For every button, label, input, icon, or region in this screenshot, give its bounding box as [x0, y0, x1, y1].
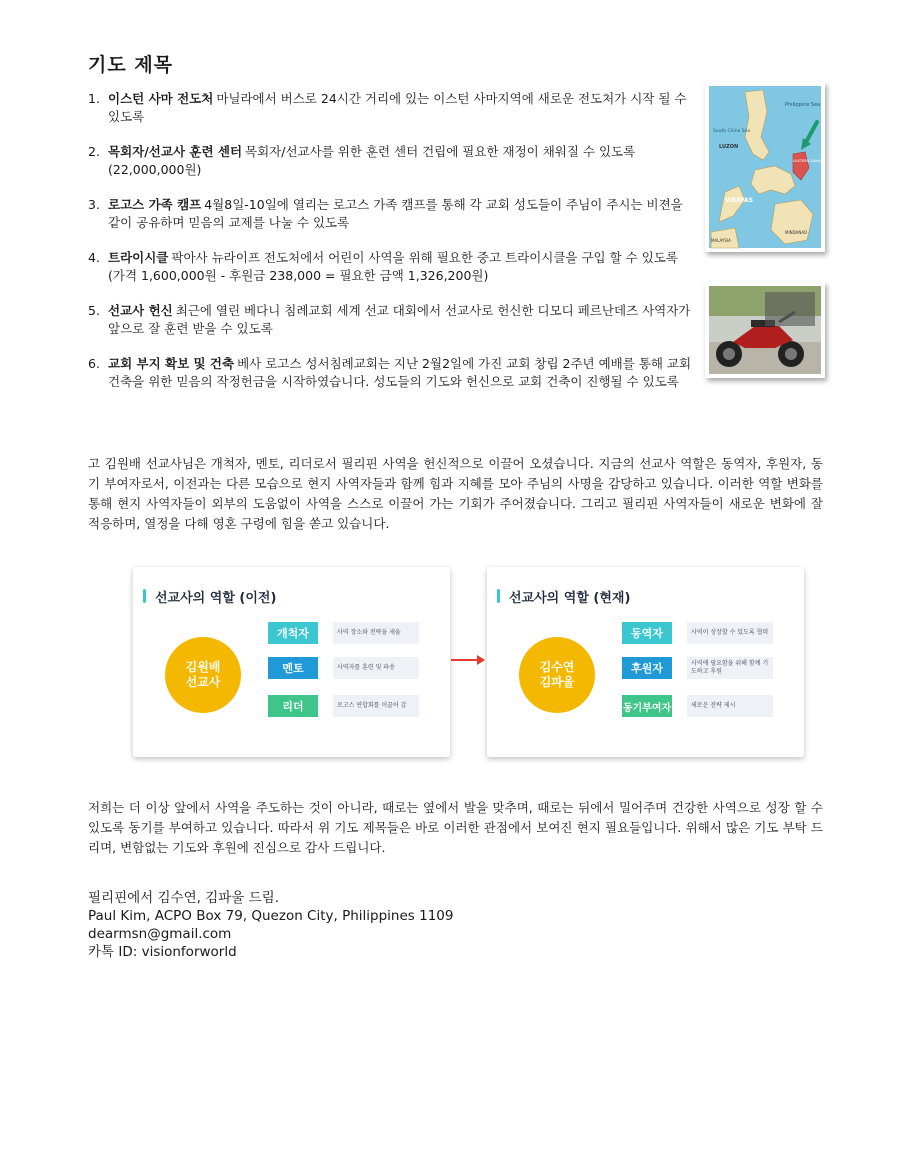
motorcycle-photo: [705, 282, 825, 378]
role-panel-after: [487, 567, 804, 757]
map-label-mindanao: MINDANAO: [785, 230, 808, 235]
map-label-luzon: LUZON: [719, 144, 739, 150]
role-desc-motivator: 새로운 전략 제시: [687, 695, 773, 717]
prayer-number: 6.: [88, 356, 100, 371]
prayer-text: 4월8일-10일에 열리는 로고스 가족 캠프를 통해 각 교회 성도들이 주님이 주시는 비젼을 같이 공유하며 믿음의 교제를 나눌 수 있도록: [108, 197, 683, 230]
panel-accent-bar: [143, 589, 146, 603]
signature-block: [88, 889, 453, 961]
map-label-visayas: VISAYAS: [725, 197, 754, 204]
prayer-item-3: [88, 196, 698, 232]
prayer-item-6: [88, 355, 698, 391]
closing-paragraph: 저희는 더 이상 앞에서 사역을 주도하는 것이 아니라, 때로는 옆에서 발을 맞추며, 때로는 뒤에서 밀어주며 건강한 사역으로 성장 할 수 있도록 동기를 부여하고 있습니다. 따라서 위 기도 제목들은 바로 이러한 관점에서 보여진 현지 필요들입니다. 위해서 많은 기도 부탁 드리며, 변함없는 기도와 후원에 진심으로 감사 드립니다.: [88, 800, 823, 855]
prayer-number: 2.: [88, 144, 100, 159]
transition-arrow: [451, 659, 479, 661]
prayer-number: 1.: [88, 91, 100, 106]
prayer-item-2: [88, 143, 698, 179]
role-label-leader: 리더: [268, 695, 318, 717]
map-label-sea2: South China Sea: [713, 129, 751, 134]
circle-label-before: 김원배 선교사: [185, 660, 221, 689]
prayer-list: [88, 90, 698, 408]
role-label-coworker: 동역자: [622, 622, 672, 644]
prayer-heading: 트라이시클: [108, 250, 169, 265]
role-desc-pioneer: 사역 장소와 전략을 세움: [333, 622, 419, 644]
map-label-sea1: Philippine Sea: [785, 102, 821, 108]
role-diagram: [133, 567, 803, 762]
circle-label-after: 김수연 김파울: [539, 660, 575, 689]
map-label-samar: EASTERN SAMAR: [793, 159, 823, 163]
prayer-number: 3.: [88, 197, 100, 212]
prayer-text: 베사 로고스 성서침례교회는 지난 2월2일에 가진 교회 창립 2주년 예배를 통해 교회 건축을 위한 믿음의 작정헌금을 시작하였습니다. 성도들의 기도와 헌신으로 교회 건축이 진행될 수 있도록: [108, 356, 692, 389]
intro-paragraph: 고 김원배 선교사님은 개척자, 멘토, 리더로서 필리핀 사역을 헌신적으로 이끌어 오셨습니다. 지금의 선교사 역할은 동역자, 후원자, 동기 부여자로서, 이전과는 다른 모습으로 현지 사역자들과 함께 힘과 지혜를 모아 주님의 사명을 감당하고 있습니다. 이러한 역할 변화를 통해 현지 사역자들이 외부의 도움없이 사역을 스스로 이끌어 가는 기회가 주어졌습니다. 그리고 필리핀 사역자들이 새로운 변화에 잘 적응하며, 열정을 다해 영혼 구령에 힘을 쏟고 있습니다.: [88, 456, 823, 531]
role-desc-mentor: 사역자를 훈련 및 파송: [333, 657, 419, 679]
prayer-number: 5.: [88, 303, 100, 318]
role-label-supporter: 후원자: [622, 657, 672, 679]
map-label-malaysia: MALAYSIA: [711, 238, 731, 243]
role-label-pioneer: 개척자: [268, 622, 318, 644]
signature-from: 필리핀에서 김수연, 김파울 드림.: [88, 890, 279, 906]
role-label-mentor: 멘토: [268, 657, 318, 679]
prayer-heading: 이스턴 사마 전도처: [108, 91, 214, 106]
role-desc-supporter: 사역에 필요함을 위해 함께 기도하고 후원: [687, 657, 773, 679]
role-label-motivator: 동기부여자: [622, 695, 672, 717]
philippines-map-image: [705, 82, 825, 252]
arrow-head-icon: [477, 655, 485, 665]
prayer-item-4: [88, 249, 698, 285]
prayer-heading: 목회자/선교사 훈련 센터: [108, 144, 243, 159]
prayer-number: 4.: [88, 250, 100, 265]
prayer-text: 팍아사 뉴라이프 전도처에서 어린이 사역을 위해 필요한 중고 트라이시클을 구입 할 수 있도록 (가격 1,600,000원 - 후원금 238,000 = 필요한 금액 1,326,200원): [108, 250, 678, 283]
panel-title-before: 선교사의 역할 (이전): [155, 591, 277, 606]
panel-accent-bar: [497, 589, 500, 603]
prayer-item-5: [88, 302, 698, 338]
role-panel-before: [133, 567, 450, 757]
signature-address: Paul Kim, ACPO Box 79, Quezon City, Philippines 1109: [88, 908, 454, 924]
prayer-item-1: [88, 90, 698, 126]
prayer-heading: 선교사 헌신: [108, 303, 173, 318]
prayer-text: 목회자/선교사를 위한 훈련 센터 건립에 필요한 재정이 채워질 수 있도록 (22,000,000원): [108, 144, 636, 177]
prayer-text: 마닐라에서 버스로 24시간 거리에 있는 이스턴 사마지역에 새로운 전도처가 시작 될 수 있도록: [108, 91, 687, 124]
role-desc-coworker: 사역이 성장할 수 있도록 협력: [687, 622, 773, 644]
role-desc-leader: 로고스 연합회를 이끌어 감: [333, 695, 419, 717]
panel-title-after: 선교사의 역할 (현재): [509, 591, 631, 606]
signature-kakao: 카톡 ID: visionforworld: [88, 944, 237, 960]
prayer-heading: 로고스 가족 캠프: [108, 197, 202, 212]
missionary-circle-before: [165, 637, 241, 713]
signature-email: dearmsn@gmail.com: [88, 926, 232, 942]
prayer-text: 최근에 열린 베다니 침례교회 세계 선교 대회에서 선교사로 헌신한 디모디 페르난데즈 사역자가 앞으로 잘 훈련 받을 수 있도록: [108, 303, 691, 336]
page-title: 기도 제목: [88, 54, 174, 76]
missionary-circle-after: [519, 637, 595, 713]
prayer-heading: 교회 부지 확보 및 건축: [108, 356, 235, 371]
